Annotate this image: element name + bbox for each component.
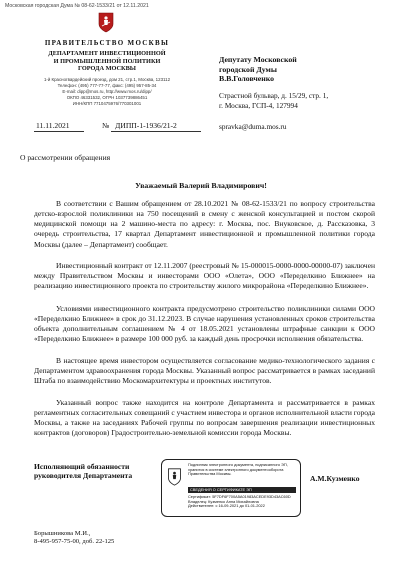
number-value: ДИПП-1-1936/21-2 bbox=[115, 121, 177, 130]
signatory-name: А.М.Кузменко bbox=[310, 474, 360, 483]
executor-phone: 8-495-957-75-00, доб. 22-125 bbox=[34, 538, 115, 546]
recipient-name: В.В.Головченко bbox=[219, 74, 275, 83]
government-title: ПРАВИТЕЛЬСТВО МОСКВЫ bbox=[44, 39, 170, 47]
executor-contact bbox=[34, 530, 114, 547]
recipient-block bbox=[219, 55, 389, 84]
certificate-details bbox=[188, 495, 291, 509]
stamp-header-line: хранится в системе электронного документооборота bbox=[188, 466, 284, 472]
department-address-line: 1-й Красногвардейский проезд, дом 21, стр.1, Москва, 123112 bbox=[43, 77, 171, 82]
department-okpo-line: ОКПО 46331532, ОГРН 1037739886451 bbox=[66, 95, 148, 100]
recipient-address-line: Страстной бульвар, д. 15/29, стр. 1, bbox=[219, 91, 329, 100]
stamp-header-line: Правительства Москвы. bbox=[188, 471, 232, 477]
signatory-title-line: руководителя Департамента bbox=[34, 471, 133, 481]
stamp-header-line: Подлинник электронного документа, подписанного ЭП, bbox=[188, 462, 288, 467]
date-underline bbox=[34, 131, 84, 132]
certificate-validity: Действителен: с 16-09-2021 до 01-01-2022 bbox=[188, 503, 265, 509]
electronic-signature-stamp bbox=[161, 459, 301, 517]
moscow-coat-of-arms-icon bbox=[98, 12, 114, 33]
recipient-address bbox=[219, 91, 394, 110]
department-line: ДЕПАРТАМЕНТ ИНВЕСТИЦИОННОЙ bbox=[48, 50, 166, 57]
stamp-header bbox=[188, 463, 288, 477]
body-paragraph: В соответствии с Вашим обращением от 28.10.2021 № 08-62-1533/21 по вопросу строительства детско-взрослой поликлиники на 750 посещений в смену с женской консультацией и постом скорой медицинской помощи на 2 машино-места по адресу: г. Москва, пос. Внуковское, д. Рассказовка, 3 очередь строительства, 17 квартал Департамент инвестиционной и промышленной политики города Москвы (далее – Департамент) сообщает. bbox=[34, 199, 375, 249]
department-line: ГОРОДА МОСКВЫ bbox=[77, 65, 136, 73]
recipient-address-line: г. Москва, ГСП-4, 127994 bbox=[219, 100, 298, 110]
letter-subject: О рассмотрении обращения bbox=[20, 153, 111, 162]
greeting: Уважаемый Валерий Владимирович! bbox=[135, 181, 267, 190]
body-paragraph: Инвестиционный контракт от 12.11.2007 (реестровый № 15-000015-0000-0000-00000-07) заключен между Правительством Москвы и инвесторами ООО «Олета», ООО «Переделкино Ближнее» на реализацию инвестиционного проекта по строительству жилого микрорайона «Переделкино Ближнее». bbox=[34, 261, 375, 291]
signatory-title bbox=[34, 462, 159, 480]
body-paragraph: Указанный вопрос также находится на контроле Департамента и рассматривается в рамках регламентных согласительных совещаний с участием инвестора и органов исполнительной власти города Москвы, а также на заседаниях Рабочей группы по вопросам завершения реализации инвестиционных контрактов (договоров) Градостроительно-земельной комиссии города Москвы. bbox=[34, 398, 375, 438]
stamp-coat-of-arms-icon bbox=[167, 468, 182, 486]
outgoing-date: 11.11.2021 bbox=[36, 121, 70, 130]
certificate-serial: Сертификат: 5F7DF6F700A5A01983ACEDE93D43AC60D bbox=[188, 494, 291, 499]
recipient-line: Депутату Московской bbox=[219, 55, 297, 64]
number-sign: № bbox=[102, 121, 110, 130]
certificate-owner: Владелец: Кузменко Анна Михайловна bbox=[188, 498, 259, 504]
department-phone-line: Телефон: (495) 777-77-77, факс: (495) 957-85-34 bbox=[57, 83, 157, 88]
department-name bbox=[40, 50, 174, 73]
outgoing-number bbox=[102, 121, 202, 130]
recipient-email: spravka@duma.mos.ru bbox=[219, 122, 287, 131]
body-paragraph: В настоящее время инвестором осуществляется согласование медико-технологического задания с Департаментом здравоохранения города Москвы. Указанный вопрос рассматривается в рамках заседаний Штаба по взаимодействию Москомархитектуры и проектных институтов. bbox=[34, 356, 375, 386]
executor-name: Борышникова М.И., bbox=[34, 530, 91, 537]
signatory-title-line: Исполняющий обязанности bbox=[34, 462, 130, 471]
department-line: И ПРОМЫШЛЕННОЙ ПОЛИТИКИ bbox=[53, 57, 161, 65]
registration-stamp-line: Московская городская Дума № 08-62-1533/21 от 12.11.2021 bbox=[5, 3, 149, 9]
body-paragraph: Условиями инвестиционного контракта предусмотрено строительство поликлиники силами ООО «Переделкино Ближнее» в срок до 31.12.2023. В случае нарушения установленных сроков строительства объекта дополнительным соглашением № 4 от 18.05.2021 установлены штрафные санкции к ООО «Переделкино Ближнее» в размере 100 000 руб. за каждый день просрочки исполнения обязательства. bbox=[34, 304, 375, 344]
number-underline bbox=[111, 131, 201, 132]
department-email-line: E-mail: dipp@mos.ru, http://www.mos.ru/dipp/ bbox=[62, 89, 152, 94]
department-inn-line: ИНН/КПП 7710475976/770301001 bbox=[72, 101, 142, 106]
certificate-info-bar: СВЕДЕНИЯ О СЕРТИФИКАТЕ ЭП bbox=[188, 487, 296, 493]
recipient-line: городской Думы bbox=[219, 64, 277, 74]
